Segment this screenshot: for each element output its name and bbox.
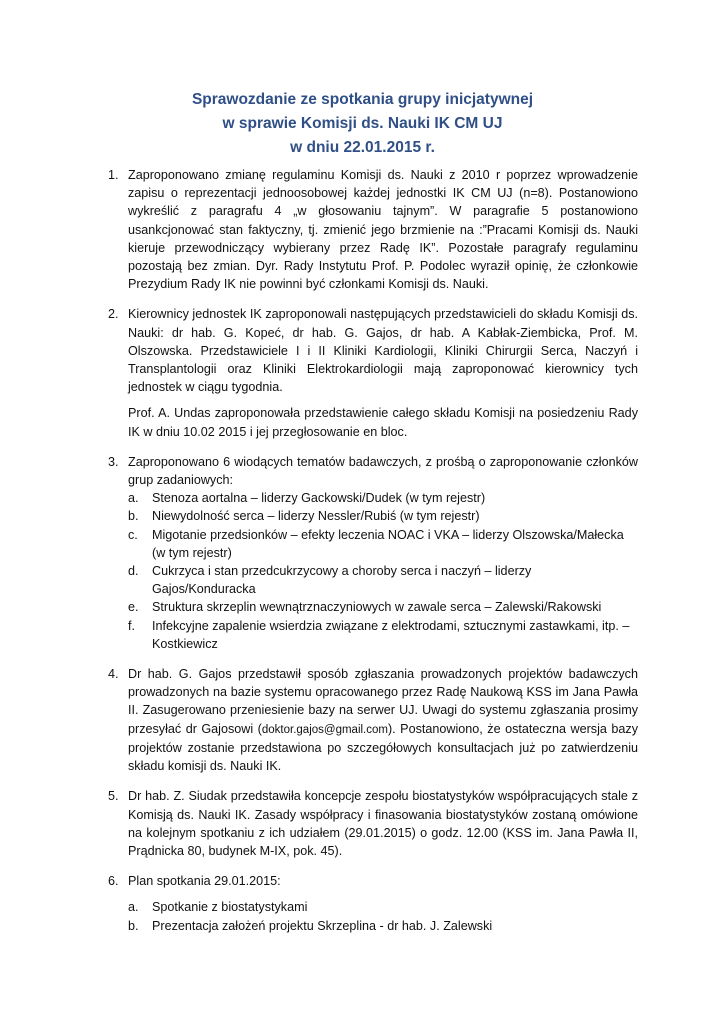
list-item-2: [108, 305, 638, 440]
title-line-2: w sprawie Komisji ds. Nauki IK CM UJ: [222, 115, 503, 132]
sub-item-b: [128, 507, 638, 525]
sub-item-a: [128, 489, 638, 507]
title-line-3: w dniu 22.01.2015 r.: [290, 139, 435, 156]
sub-item-letter: f.: [128, 618, 135, 633]
item-paragraph: Prof. A. Undas zaproponowała przedstawienie całego składu Komisji na posiedzeniu Rady IK w dniu 10.02 2015 i jej przegłosowanie en bloc.: [128, 406, 638, 439]
item-text: Zaproponowano 6 wiodących tematów badawczych, z prośbą o zaproponowanie członków grup zadaniowych:: [128, 454, 638, 488]
sub-item-c: [128, 526, 638, 562]
sub-list: [128, 898, 638, 934]
list-item-4: [108, 665, 638, 775]
sub-item-letter: e.: [128, 600, 139, 615]
document-title: [0, 88, 725, 160]
sub-item-letter: a.: [128, 900, 139, 915]
item-text: Dr hab. Z. Siudak przedstawiła koncepcje zespołu biostatystyków współpracujących stale z Komisją ds. Nauki IK. Zasady współpracy i finasowania biostatystyków zostaną omówione na kolejnym spotkaniu z ich udziałem (29.01.2015) o godz. 12.00 (KSS im. Jana Pawła II, Prądnicka 80, budynek M-IX, pok. 45).: [128, 789, 638, 858]
item-text-before: Dr hab. G. Gajos przedstawił sposób zgłaszania prowadzonych projektów badawczych prowadzonych na bazie systemu opracowanego przez Radę Naukową KSS im Jana Pawła II. Zasugerowano przeniesienie bazy na serwer UJ. Uwagi do systemu zgłaszania prosimy przesyłać dr Gajosowi (: [128, 667, 638, 736]
item-text-after: ). Postanowiono, że ostateczna wersja bazy projektów zostanie przedstawiona po szczegółowych konsultacjach już po zatwierdzeniu składu komisji ds. Nauki IK.: [128, 721, 638, 774]
item-text: [128, 665, 638, 775]
title-line-1: Sprawozdanie ze spotkania grupy inicjatywnej: [191, 91, 534, 108]
sub-item-text: Niewydolność serca – liderzy Nessler/Rubiś (w tym rejestr): [152, 509, 480, 524]
item-number: 5.: [108, 789, 119, 804]
item-text: Kierownicy jednostek IK zaproponowali następujących przedstawicieli do składu Komisji ds. Nauki: dr hab. G. Kopeć, dr hab. G. Gajos, dr hab. A Kabłak-Ziembicka, Prof. M. Olszowska. Przedstawiciele I i II Kliniki Kardiologii, Kliniki Chirurgii Serca, Naczyń i Transplantologii oraz Kliniki Elektrokardiologii mają zaproponować kierownicy tych jednostek w ciągu tygodnia.: [128, 307, 638, 395]
item-number: 3.: [108, 454, 119, 469]
sub-list: [128, 489, 638, 653]
item-text: Zaproponowano zmianę regulaminu Komisji ds. Nauki z 2010 r poprzez wprowadzenie zapisu o reprezentacji jednoosobowej każdej jednostki IK CM UJ (n=8). Postanowiono wykreślić z paragrafu 4 „w głosowaniu tajnym”. W paragrafie 5 postanowiono usankcjonować stan faktyczny, tj. zmienić jego brzmienie na :”Pracami Komisji ds. Nauki kieruje przewodniczący wybierany przez Radę IK”. Pozostałe paragrafy regulaminu pozostają bez zmian. Dyr. Rady Instytutu Prof. P. Podolec wyraził opinię, że członkowie Prezydium Rady IK nie powinni być członkami Komisji ds. Nauki.: [128, 168, 638, 292]
sub-item-letter: d.: [128, 564, 139, 579]
sub-item-text: Struktura skrzeplin wewnątrznaczyniowych w zawale serca – Zalewski/Rakowski: [152, 600, 602, 615]
sub-item-letter: b.: [128, 509, 139, 524]
item-number: 2.: [108, 307, 119, 322]
sub-item-letter: c.: [128, 527, 138, 542]
sub-item-letter: a.: [128, 491, 139, 506]
list-item-5: [108, 787, 638, 860]
document-body: [108, 166, 638, 947]
sub-item-letter: b.: [128, 918, 139, 933]
item-number: 4.: [108, 667, 119, 682]
item-number: 6.: [108, 874, 119, 889]
sub-item-d: [128, 562, 638, 598]
sub-item-text: Prezentacja założeń projektu Skrzeplina - dr hab. J. Zalewski: [152, 918, 493, 933]
sub-item-text: Infekcyjne zapalenie wsierdzia związane z elektrodami, sztucznymi zastawkami, itp. – Kostkiewicz: [152, 618, 630, 651]
email-address: doktor.gajos@gmail.com: [261, 723, 388, 736]
sub-item-text: Spotkanie z biostatystykami: [152, 900, 308, 915]
sub-item-a: [128, 898, 638, 916]
item-number: 1.: [108, 168, 119, 182]
sub-item-text: Migotanie przedsionków – efekty leczenia NOAC i VKA – liderzy Olszowska/Małecka (w tym rejestr): [152, 527, 624, 560]
list-item-3: [108, 453, 638, 653]
sub-item-b: [128, 917, 638, 935]
sub-item-text: Stenoza aortalna – liderzy Gackowski/Dudek (w tym rejestr): [152, 491, 486, 506]
item-text: Plan spotkania 29.01.2015:: [128, 874, 281, 889]
list-item-6: [108, 872, 638, 935]
sub-item-e: [128, 598, 638, 616]
sub-item-f: [128, 617, 638, 653]
list-item-1: [108, 166, 638, 293]
sub-item-text: Cukrzyca i stan przedcukrzycowy a choroby serca i naczyń – liderzy Gajos/Konduracka: [152, 564, 532, 597]
